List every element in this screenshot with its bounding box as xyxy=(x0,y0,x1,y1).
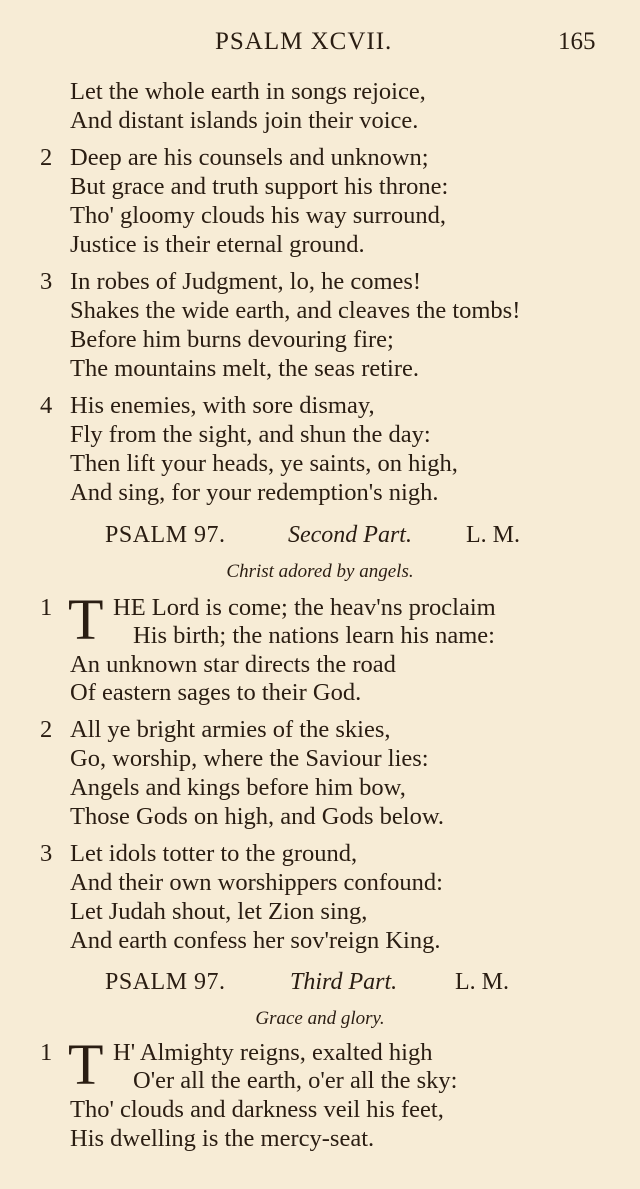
verse-line: Then lift your heads, ye saints, on high, xyxy=(70,450,458,477)
verse-line: In robes of Judgment, lo, he comes! xyxy=(70,268,422,295)
verse-line: Tho' gloomy clouds his way surround, xyxy=(70,202,446,229)
page-number: 165 xyxy=(558,28,596,55)
stanza-number: 4 xyxy=(40,392,53,419)
verse-line: Let Judah shout, let Zion sing, xyxy=(70,898,368,925)
verse-line: Justice is their eternal ground. xyxy=(70,231,365,258)
stanza-number: 3 xyxy=(40,268,53,295)
verse-line: Angels and kings before him bow, xyxy=(70,774,406,801)
verse-line: And sing, for your redemption's nigh. xyxy=(70,479,439,506)
part-label: Third Part. xyxy=(290,969,398,995)
stanza-number: 1 xyxy=(40,594,53,621)
verse-line: Go, worship, where the Saviour lies: xyxy=(70,745,429,772)
section-subtitle: Grace and glory. xyxy=(255,1008,385,1029)
verse-line: Deep are his counsels and unknown; xyxy=(70,144,429,171)
page-header xyxy=(0,28,640,68)
verse-line: His dwelling is the mercy-seat. xyxy=(70,1125,375,1152)
drop-cap: T xyxy=(68,1032,104,1097)
verse-line: All ye bright armies of the skies, xyxy=(70,716,391,743)
verse-line: Fly from the sight, and shun the day: xyxy=(70,421,431,448)
verse-line: The mountains melt, the seas retire. xyxy=(70,355,420,382)
verse-line: And their own worshippers confound: xyxy=(70,869,443,896)
verse-line: Those Gods on high, and Gods below. xyxy=(70,803,445,830)
verse-line: An unknown star directs the road xyxy=(70,651,396,678)
verse-line: H' Almighty reigns, exalted high xyxy=(113,1039,433,1066)
verse-line: Let idols totter to the ground, xyxy=(70,840,358,867)
stanza-number: 2 xyxy=(40,144,53,171)
verse-line: Let the whole earth in songs rejoice, xyxy=(70,78,426,105)
drop-cap: T xyxy=(68,587,104,652)
part-label: Second Part. xyxy=(288,522,412,548)
verse-line: Of eastern sages to their God. xyxy=(70,679,362,706)
running-title: PSALM XCVII. xyxy=(215,28,393,55)
meter-label: L. M. xyxy=(455,969,509,995)
stanza-number: 1 xyxy=(40,1039,53,1066)
stanza-number: 2 xyxy=(40,716,53,743)
verse-line: His birth; the nations learn his name: xyxy=(133,622,495,649)
meter-label: L. M. xyxy=(466,522,520,548)
verse-line: HE Lord is come; the heav'ns proclaim xyxy=(113,594,496,621)
psalm-label: PSALM 97. xyxy=(105,969,226,995)
psalm-label: PSALM 97. xyxy=(105,522,226,548)
verse-line: And earth confess her sov'reign King. xyxy=(70,927,441,954)
verse-line: O'er all the earth, o'er all the sky: xyxy=(133,1067,458,1094)
section-subtitle: Christ adored by angels. xyxy=(226,561,414,582)
verse-line: Tho' clouds and darkness veil his feet, xyxy=(70,1096,444,1123)
verse-line: But grace and truth support his throne: xyxy=(70,173,449,200)
verse-line: His enemies, with sore dismay, xyxy=(70,392,375,419)
stanza-number: 3 xyxy=(40,840,53,867)
verse-line: Shakes the wide earth, and cleaves the tombs! xyxy=(70,297,521,324)
verse-line: And distant islands join their voice. xyxy=(70,107,419,134)
verse-line: Before him burns devouring fire; xyxy=(70,326,394,353)
